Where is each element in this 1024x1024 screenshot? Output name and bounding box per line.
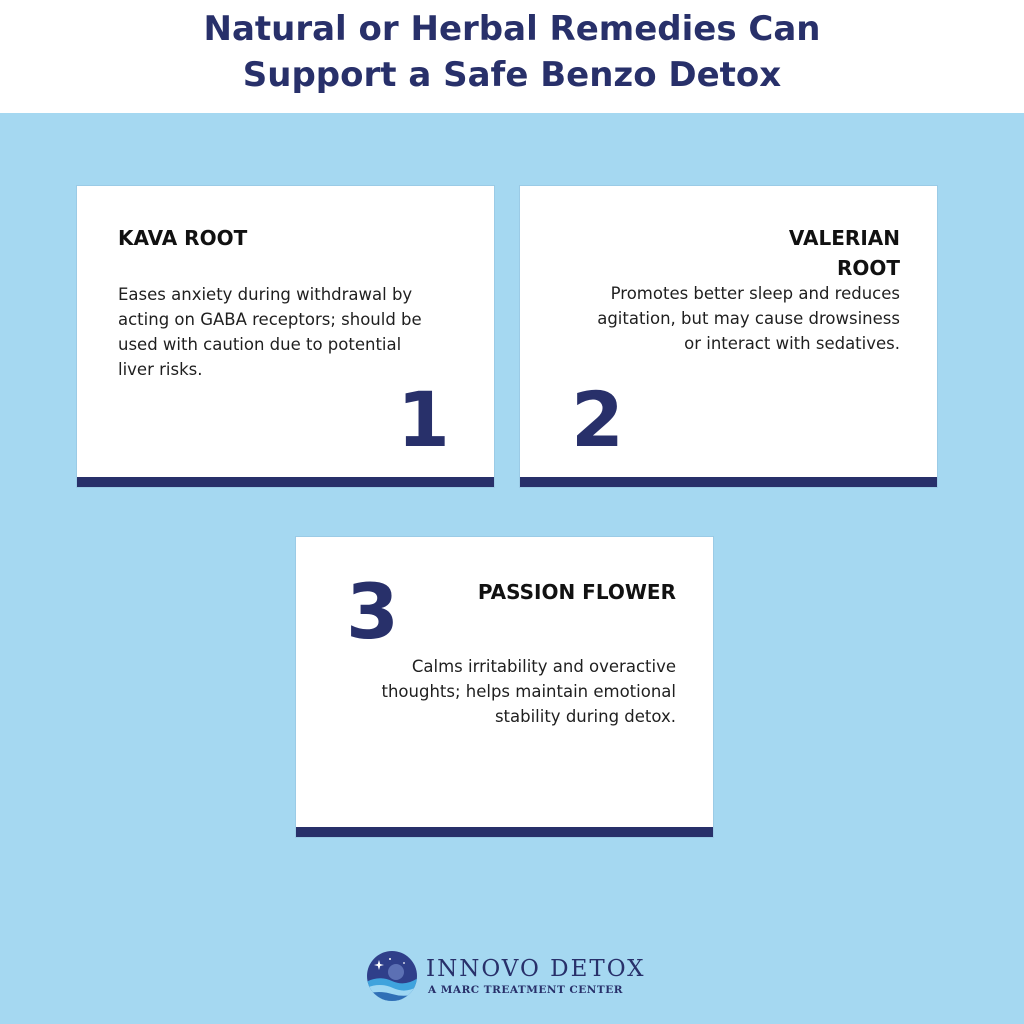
brand-logo: [366, 950, 666, 1002]
wave-moon-logo-icon: [366, 950, 418, 1002]
card-title: [789, 223, 900, 283]
remedy-card-kava-root: [77, 186, 494, 487]
card-description: Eases anxiety during withdrawal by acting on GABA receptors; should be used with caution due to potential liver risks.: [118, 285, 422, 379]
card-description: Promotes better sleep and reduces agitation, but may cause drowsiness or interact with sedatives.: [597, 284, 900, 353]
card-number: 3: [346, 567, 399, 656]
page-title: [0, 6, 1024, 98]
card-description: Calms irritability and overactive thoughts; helps maintain emotional stability during detox.: [381, 657, 676, 726]
logo-name: INNOVO DETOX: [426, 956, 646, 982]
card-title: PASSION FLOWER: [477, 580, 676, 604]
card-title-line-2: ROOT: [836, 256, 900, 280]
card-number: 1: [397, 375, 450, 464]
remedy-card-passion-flower: [296, 537, 713, 837]
logo-tagline: A MARC TREATMENT CENTER: [428, 984, 623, 996]
page-title-line-2: Support a Safe Benzo Detox: [242, 55, 782, 95]
remedy-card-valerian-root: [520, 186, 937, 487]
card-title-line-1: VALERIAN: [788, 226, 900, 250]
card-title: KAVA ROOT: [118, 226, 248, 250]
card-number: 2: [571, 375, 624, 464]
header-banner: [0, 0, 1024, 113]
page-title-line-1: Natural or Herbal Remedies Can: [203, 9, 821, 49]
